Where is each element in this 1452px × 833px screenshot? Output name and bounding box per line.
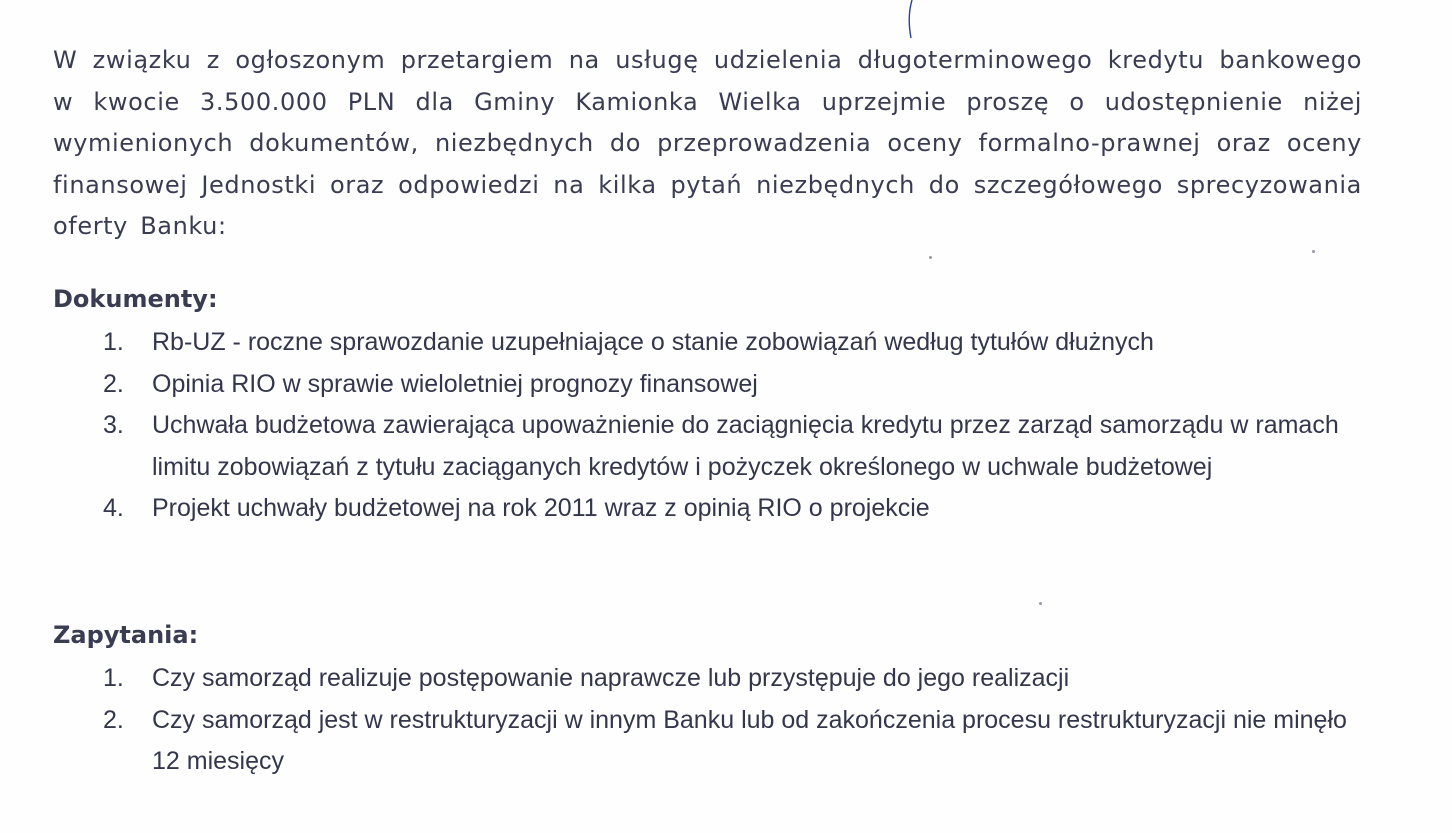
pen-stroke-mark bbox=[906, 0, 918, 40]
list-item bbox=[53, 488, 1373, 530]
list-item-text: Czy samorząd jest w restrukturyzacji w innym Banku lub od zakończenia procesu restrukturyzacji nie minęło 12 miesięcy bbox=[152, 705, 1347, 775]
list-item bbox=[53, 405, 1373, 488]
list-item-number: 3. bbox=[103, 411, 124, 439]
list-item-number: 1. bbox=[103, 664, 124, 692]
list-item bbox=[53, 364, 1373, 406]
list-item-number: 2. bbox=[103, 369, 124, 398]
questions-list bbox=[53, 658, 1373, 783]
documents-heading: Dokumenty: bbox=[53, 285, 218, 313]
list-item-text: Czy samorząd realizuje postępowanie naprawcze lub przystępuje do jego realizacji bbox=[152, 664, 1070, 692]
list-item-text: Projekt uchwały budżetowej na rok 2011 wraz z opinią RIO o projekcie bbox=[152, 494, 930, 522]
scan-speck bbox=[929, 256, 932, 259]
list-item-number: 1. bbox=[103, 328, 124, 356]
list-item bbox=[53, 700, 1373, 783]
questions-heading: Zapytania: bbox=[53, 621, 199, 649]
list-item-number: 2. bbox=[103, 705, 124, 734]
list-item bbox=[53, 322, 1373, 364]
scan-speck bbox=[1312, 250, 1315, 253]
list-item-text: Opinia RIO w sprawie wieloletniej prognozy finansowej bbox=[152, 369, 758, 398]
list-item-text: Rb-UZ - roczne sprawozdanie uzupełniające o stanie zobowiązań według tytułów dłużnych bbox=[152, 328, 1154, 356]
scan-speck bbox=[1039, 602, 1042, 605]
list-item-text: Uchwała budżetowa zawierająca upoważnienie do zaciągnięcia kredytu przez zarząd samorządu w ramach limitu zobowiązań z tytułu zaciąganych kredytów i pożyczek określonego w uchwale budżetowej bbox=[152, 411, 1339, 481]
list-item bbox=[53, 658, 1373, 700]
list-item-number: 4. bbox=[103, 494, 124, 522]
intro-paragraph: W związku z ogłoszonym przetargiem na usługę udzielenia długoterminowego kredytu bankowego w kwocie 3.500.000 PLN dla Gminy Kamionka Wielka uprzejmie proszę o udostępnienie niżej wymienionych dokumentów, niezbędnych do przeprowadzenia oceny formalno-prawnej oraz oceny finansowej Jednostki oraz odpowiedzi na kilka pytań niezbędnych do szczegółowego sprecyzowania oferty Banku: bbox=[53, 46, 1362, 240]
documents-list bbox=[53, 322, 1373, 530]
